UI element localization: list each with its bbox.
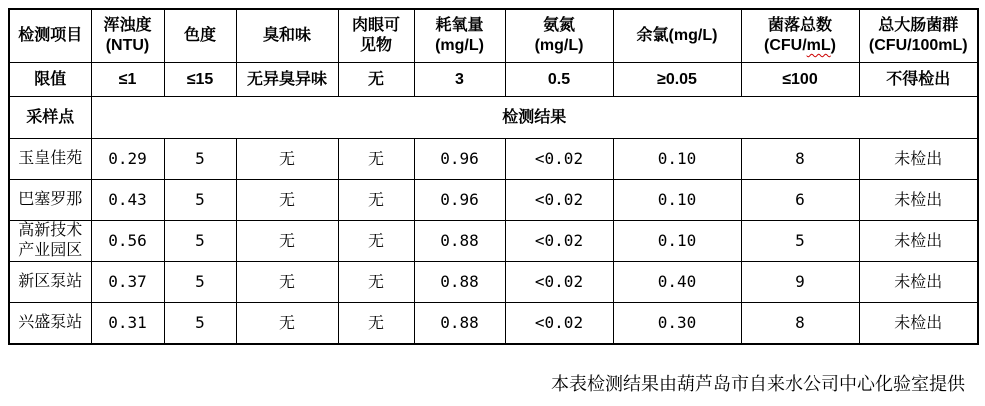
result-value: 未检出: [859, 221, 978, 262]
header-unit: (mg/L): [534, 37, 584, 54]
header-label: 菌落总数: [767, 17, 832, 34]
limit-value: ≤1: [91, 63, 164, 97]
sampling-point-name: 玉皇佳苑: [9, 139, 91, 180]
sampling-point-row: [9, 97, 978, 139]
result-value: 0.88: [414, 303, 505, 345]
limit-value: 无异臭异味: [236, 63, 338, 97]
result-value: 0.43: [91, 180, 164, 221]
header-label: 检测项目: [18, 27, 83, 44]
header-label: 臭和味: [262, 27, 311, 44]
result-value: 0.88: [414, 221, 505, 262]
header-cell-ammonia-nitrogen: [505, 9, 613, 63]
result-value: 5: [164, 262, 236, 303]
result-value: 5: [164, 303, 236, 345]
sampling-point-label: 采样点: [9, 97, 91, 139]
table-row: [9, 139, 978, 180]
water-quality-table: [8, 8, 979, 345]
result-value: 无: [236, 180, 338, 221]
header-label: 色度: [183, 27, 216, 44]
unit-prefix: (CFU/: [764, 37, 807, 54]
result-value: 未检出: [859, 262, 978, 303]
result-value: <0.02: [505, 303, 613, 345]
header-label: 耗氧量: [435, 17, 484, 34]
result-value: <0.02: [505, 262, 613, 303]
result-value: 无: [338, 180, 414, 221]
result-value: 0.56: [91, 221, 164, 262]
header-label: 肉眼可: [351, 17, 400, 34]
header-unit: (CFU/100mL): [868, 37, 968, 54]
result-value: 未检出: [859, 180, 978, 221]
spellcheck-squiggle-text: mL: [806, 37, 831, 54]
header-unit: [744, 36, 857, 56]
header-cell-oxygen-consumption: [414, 9, 505, 63]
result-value: <0.02: [505, 180, 613, 221]
test-result-merged-cell: 检测结果: [91, 97, 978, 139]
result-value: 0.29: [91, 139, 164, 180]
table-row: [9, 180, 978, 221]
result-value: 无: [236, 303, 338, 345]
header-label: 余氯(mg/L): [636, 27, 718, 44]
limit-row: [9, 63, 978, 97]
header-cell-visible-matter: [338, 9, 414, 63]
result-value: 9: [741, 262, 859, 303]
result-value: 未检出: [859, 303, 978, 345]
limit-value: 无: [338, 63, 414, 97]
result-value: 8: [741, 303, 859, 345]
result-value: 0.30: [613, 303, 741, 345]
result-value: 无: [338, 303, 414, 345]
result-value: 5: [164, 221, 236, 262]
result-value: 无: [236, 221, 338, 262]
result-value: 0.96: [414, 180, 505, 221]
result-value: 无: [236, 139, 338, 180]
result-value: <0.02: [505, 139, 613, 180]
limit-value: ≤15: [164, 63, 236, 97]
table-row: [9, 303, 978, 345]
limit-value: 0.5: [505, 63, 613, 97]
header-label: 浑浊度: [103, 17, 152, 34]
result-value: 0.40: [613, 262, 741, 303]
header-cell-colony-count: [741, 9, 859, 63]
header-unit: (mg/L): [435, 37, 484, 54]
header-cell-residual-chlorine: [613, 9, 741, 63]
result-value: <0.02: [505, 221, 613, 262]
header-cell-test-item: [9, 9, 91, 63]
result-value: 无: [338, 139, 414, 180]
limit-value: ≤100: [741, 63, 859, 97]
sampling-point-name: 巴塞罗那: [9, 180, 91, 221]
header-label: 氨氮: [542, 17, 575, 34]
header-cell-turbidity: [91, 9, 164, 63]
result-value: 5: [164, 180, 236, 221]
result-value: 0.31: [91, 303, 164, 345]
result-value: 0.88: [414, 262, 505, 303]
sampling-point-name: 新区泵站: [9, 262, 91, 303]
result-value: 0.10: [613, 139, 741, 180]
header-cell-total-coliform: [859, 9, 978, 63]
result-value: 无: [338, 221, 414, 262]
limit-value: 不得检出: [859, 63, 978, 97]
result-value: 无: [236, 262, 338, 303]
limit-value: ≥0.05: [613, 63, 741, 97]
result-value: 6: [741, 180, 859, 221]
result-value: 0.10: [613, 221, 741, 262]
unit-suffix: ): [830, 37, 836, 54]
header-cell-color: [164, 9, 236, 63]
result-value: 0.37: [91, 262, 164, 303]
table-row: [9, 221, 978, 262]
header-cell-odor-taste: [236, 9, 338, 63]
footer-attribution-note: 本表检测结果由葫芦岛市自来水公司中心化验室提供: [551, 374, 965, 394]
result-value: 0.10: [613, 180, 741, 221]
result-value: 8: [741, 139, 859, 180]
limit-row-label: 限值: [9, 63, 91, 97]
result-value: 5: [164, 139, 236, 180]
header-row: [9, 9, 978, 63]
table-row: [9, 262, 978, 303]
header-unit: (NTU): [105, 37, 150, 54]
result-value: 0.96: [414, 139, 505, 180]
limit-value: 3: [414, 63, 505, 97]
header-label: 见物: [359, 37, 392, 54]
header-label: 总大肠菌群: [878, 17, 959, 34]
result-value: 5: [741, 221, 859, 262]
result-value: 未检出: [859, 139, 978, 180]
sampling-point-name: 高新技术产业园区: [9, 221, 91, 262]
result-value: 无: [338, 262, 414, 303]
sampling-point-name: 兴盛泵站: [9, 303, 91, 345]
